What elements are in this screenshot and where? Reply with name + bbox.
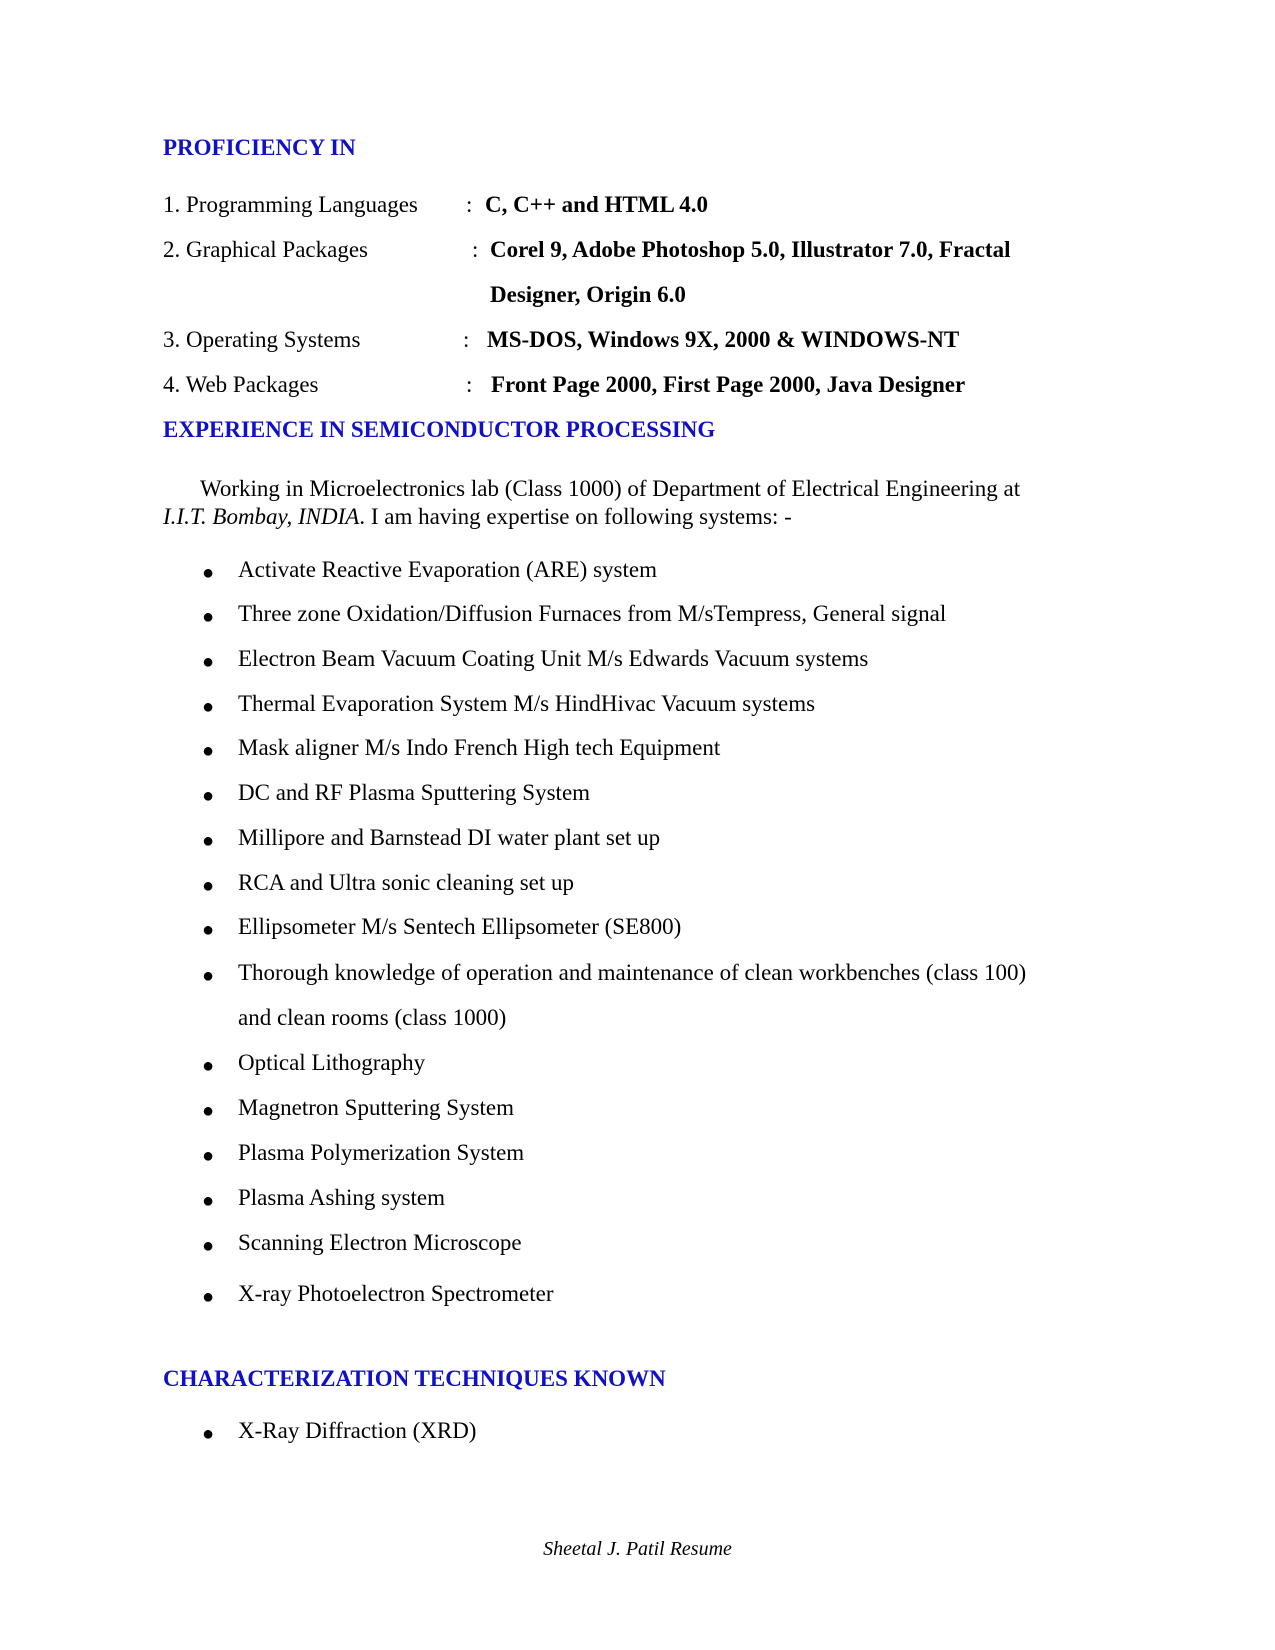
list-item: Ellipsometer M/s Sentech Ellipsometer (SE800) <box>238 914 682 939</box>
proficiency-value: Corel 9, Adobe Photoshop 5.0, Illustrator 7.0, Fractal <box>490 237 1011 262</box>
proficiency-label: 1. Programming Languages <box>163 192 418 217</box>
list-item: Millipore and Barnstead DI water plant set up <box>238 825 661 850</box>
proficiency-value: MS-DOS, Windows 9X, 2000 & WINDOWS-NT <box>487 327 960 352</box>
heading-experience: EXPERIENCE IN SEMICONDUCTOR PROCESSING <box>163 417 716 442</box>
experience-intro-line1: Working in Microelectronics lab (Class 1000) of Department of Electrical Engineering at <box>200 476 1021 501</box>
proficiency-label: 4. Web Packages <box>163 372 319 397</box>
list-item: Magnetron Sputtering System <box>238 1095 514 1120</box>
proficiency-separator: : <box>466 192 473 217</box>
bullet-icon: ● <box>202 651 215 673</box>
list-item: Scanning Electron Microscope <box>238 1230 522 1255</box>
proficiency-value: C, C++ and HTML 4.0 <box>485 192 709 217</box>
bullet-icon: ● <box>202 606 215 628</box>
bullet-icon: ● <box>202 965 215 987</box>
proficiency-separator: : <box>463 327 470 352</box>
bullet-icon: ● <box>202 830 215 852</box>
list-item: Optical Lithography <box>238 1050 426 1075</box>
list-item: Thermal Evaporation System M/s HindHivac Vacuum systems <box>238 691 816 716</box>
page-footer: Sheetal J. Patil Resume <box>543 1538 732 1560</box>
list-item: Thorough knowledge of operation and maintenance of clean workbenches (class 100) <box>238 960 1027 985</box>
list-item: DC and RF Plasma Sputtering System <box>238 780 591 805</box>
list-item: Plasma Polymerization System <box>238 1140 525 1165</box>
proficiency-separator: : <box>466 372 473 397</box>
list-item: RCA and Ultra sonic cleaning set up <box>238 870 574 895</box>
list-item: Activate Reactive Evaporation (ARE) system <box>238 557 657 582</box>
bullet-icon: ● <box>202 919 215 941</box>
bullet-icon: ● <box>202 1145 215 1167</box>
list-item: X-Ray Diffraction (XRD) <box>238 1418 477 1443</box>
list-item: Three zone Oxidation/Diffusion Furnaces from M/sTempress, General signal <box>238 601 947 626</box>
list-item-continued: and clean rooms (class 1000) <box>238 1005 507 1030</box>
bullet-icon: ● <box>202 562 215 584</box>
heading-proficiency: PROFICIENCY IN <box>163 135 356 160</box>
list-item: Electron Beam Vacuum Coating Unit M/s Edwards Vacuum systems <box>238 646 869 671</box>
bullet-icon: ● <box>202 1100 215 1122</box>
proficiency-value: Front Page 2000, First Page 2000, Java Designer <box>491 372 966 397</box>
bullet-icon: ● <box>202 1423 215 1445</box>
proficiency-label: 2. Graphical Packages <box>163 237 369 262</box>
bullet-icon: ● <box>202 1190 215 1212</box>
list-item: Plasma Ashing system <box>238 1185 446 1210</box>
list-item: Mask aligner M/s Indo French High tech Equipment <box>238 735 721 760</box>
proficiency-value-continued: Designer, Origin 6.0 <box>490 282 686 307</box>
proficiency-separator: : <box>472 237 479 262</box>
experience-intro-rest: . I am having expertise on following systems: - <box>359 504 792 529</box>
bullet-icon: ● <box>202 740 215 762</box>
proficiency-label: 3. Operating Systems <box>163 327 361 352</box>
bullet-icon: ● <box>202 785 215 807</box>
bullet-icon: ● <box>202 696 215 718</box>
bullet-icon: ● <box>202 1235 215 1257</box>
list-item: X-ray Photoelectron Spectrometer <box>238 1281 554 1306</box>
heading-characterization: CHARACTERIZATION TECHNIQUES KNOWN <box>163 1366 666 1391</box>
bullet-icon: ● <box>202 875 215 897</box>
institute-name: I.I.T. Bombay, INDIA <box>163 504 360 529</box>
bullet-icon: ● <box>202 1055 215 1077</box>
experience-intro-line2 <box>163 504 792 530</box>
bullet-icon: ● <box>202 1286 215 1308</box>
